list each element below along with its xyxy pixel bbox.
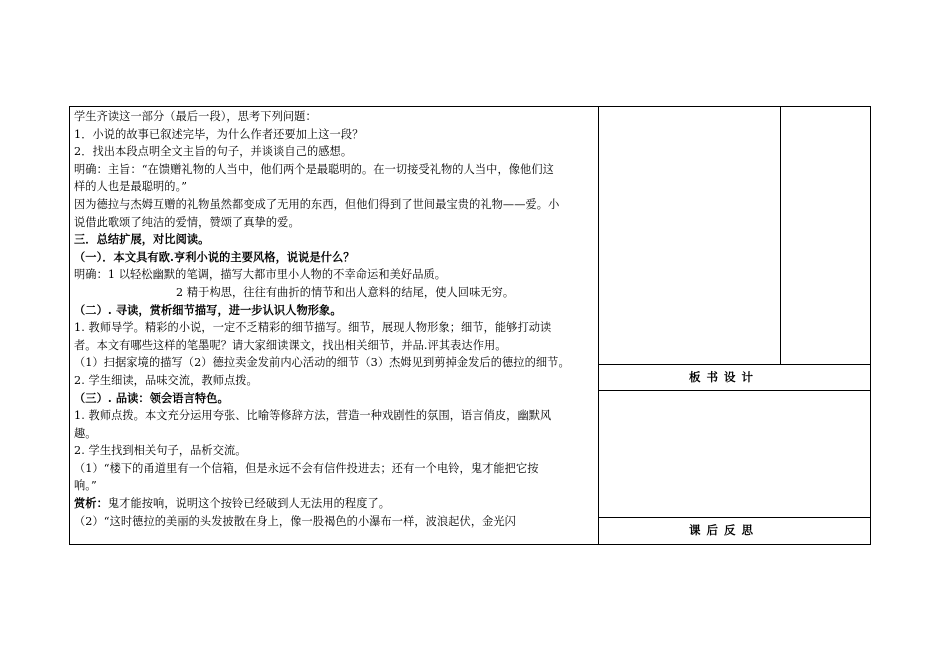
text-line: （1）“楼下的甬道里有一个信箱，但是永远不会有信件投进去；还有一个电铃，鬼才能把它按 xyxy=(74,461,539,475)
subsection-heading: （一）．本文具有欧.亨利小说的主要风格，说说是什么？ xyxy=(74,249,355,264)
column-divider-right xyxy=(780,106,781,364)
text-line: 2. 学生细读，品味交流，教师点拨。 xyxy=(74,373,258,387)
text-line: 者。本文有哪些这样的笔墨呢？请大家细读课文，找出相关细节，并品.评其表达作用。 xyxy=(74,338,507,352)
appreciation-text: 鬼才能按响，说明这个按铃已经破到人无法用的程度了。 xyxy=(107,497,391,511)
text-line: 说借此歌颂了纯洁的爱情，赞颂了真挚的爱。 xyxy=(74,215,300,229)
text-line: 2 精于构思，往往有曲折的情节和出人意料的结尾，使人回味无穷。 xyxy=(176,285,515,299)
text-line: 2. 学生找到相关句子，品析交流。 xyxy=(74,444,247,458)
text-line xyxy=(74,495,596,513)
row-divider-3 xyxy=(598,517,871,518)
text-line: 2．找出本段点明全文主旨的句子，并谈谈自己的感想。 xyxy=(74,145,353,159)
text-line: （2）“这时德拉的美丽的头发披散在身上，像一股褐色的小瀑布一样，波浪起伏，金光闪 xyxy=(74,514,516,528)
text-line: 响。” xyxy=(74,479,97,493)
text-line: 明确：主旨：“在馈赠礼物的人当中，他们两个是最聪明的。在一切接受礼物的人当中，像他们这 xyxy=(74,162,554,176)
subsection-heading: （三）. 品读：领会语言特色。 xyxy=(74,390,229,405)
text-line: 1．小说的故事已叙述完毕，为什么作者还要加上这一段？ xyxy=(74,127,364,141)
text-line: 学生齐读这一部分（最后一段），思考下列问题： xyxy=(74,110,317,123)
text-line: （1）扫据家境的描写（2）德拉卖金发前内心活动的细节（3）杰姆见到剪掉金发后的德拉的细节。 xyxy=(74,356,570,370)
appreciation-label: 赏析： xyxy=(74,496,108,511)
text-line: 1. 教师导学。精彩的小说，一定不乏精彩的细节描写。细节，展现人物形象；细节，能够打动读 xyxy=(74,321,552,335)
text-line: 明确：1 以轻松幽默的笔调，描写大都市里小人物的不幸命运和美好品质。 xyxy=(74,268,447,282)
text-line: 趣。 xyxy=(74,426,97,440)
after-class-reflection-heading: 课 后 反 思 xyxy=(689,523,755,537)
lesson-content xyxy=(74,108,596,530)
board-design-heading: 板 书 设 计 xyxy=(689,370,755,384)
text-line: 因为德拉与杰姆互赠的礼物虽然都变成了无用的东西，但他们得到了世间最宝贵的礼物——爱。小 xyxy=(74,197,560,211)
column-divider-main xyxy=(598,106,599,545)
row-divider-2 xyxy=(598,390,871,391)
subsection-heading: （二）. 寻读，赏析细节描写，进一步认识人物形象。 xyxy=(74,302,342,317)
section-heading: 三．总结扩展，对比阅读。 xyxy=(74,232,210,247)
text-line: 1. 教师点拨。本文充分运用夸张、比喻等修辞方法，营造一种戏剧性的氛围，语言俏皮，幽默风 xyxy=(74,409,552,423)
row-divider-1 xyxy=(598,364,871,365)
text-line: 样的人也是最聪明的。” xyxy=(74,180,188,194)
